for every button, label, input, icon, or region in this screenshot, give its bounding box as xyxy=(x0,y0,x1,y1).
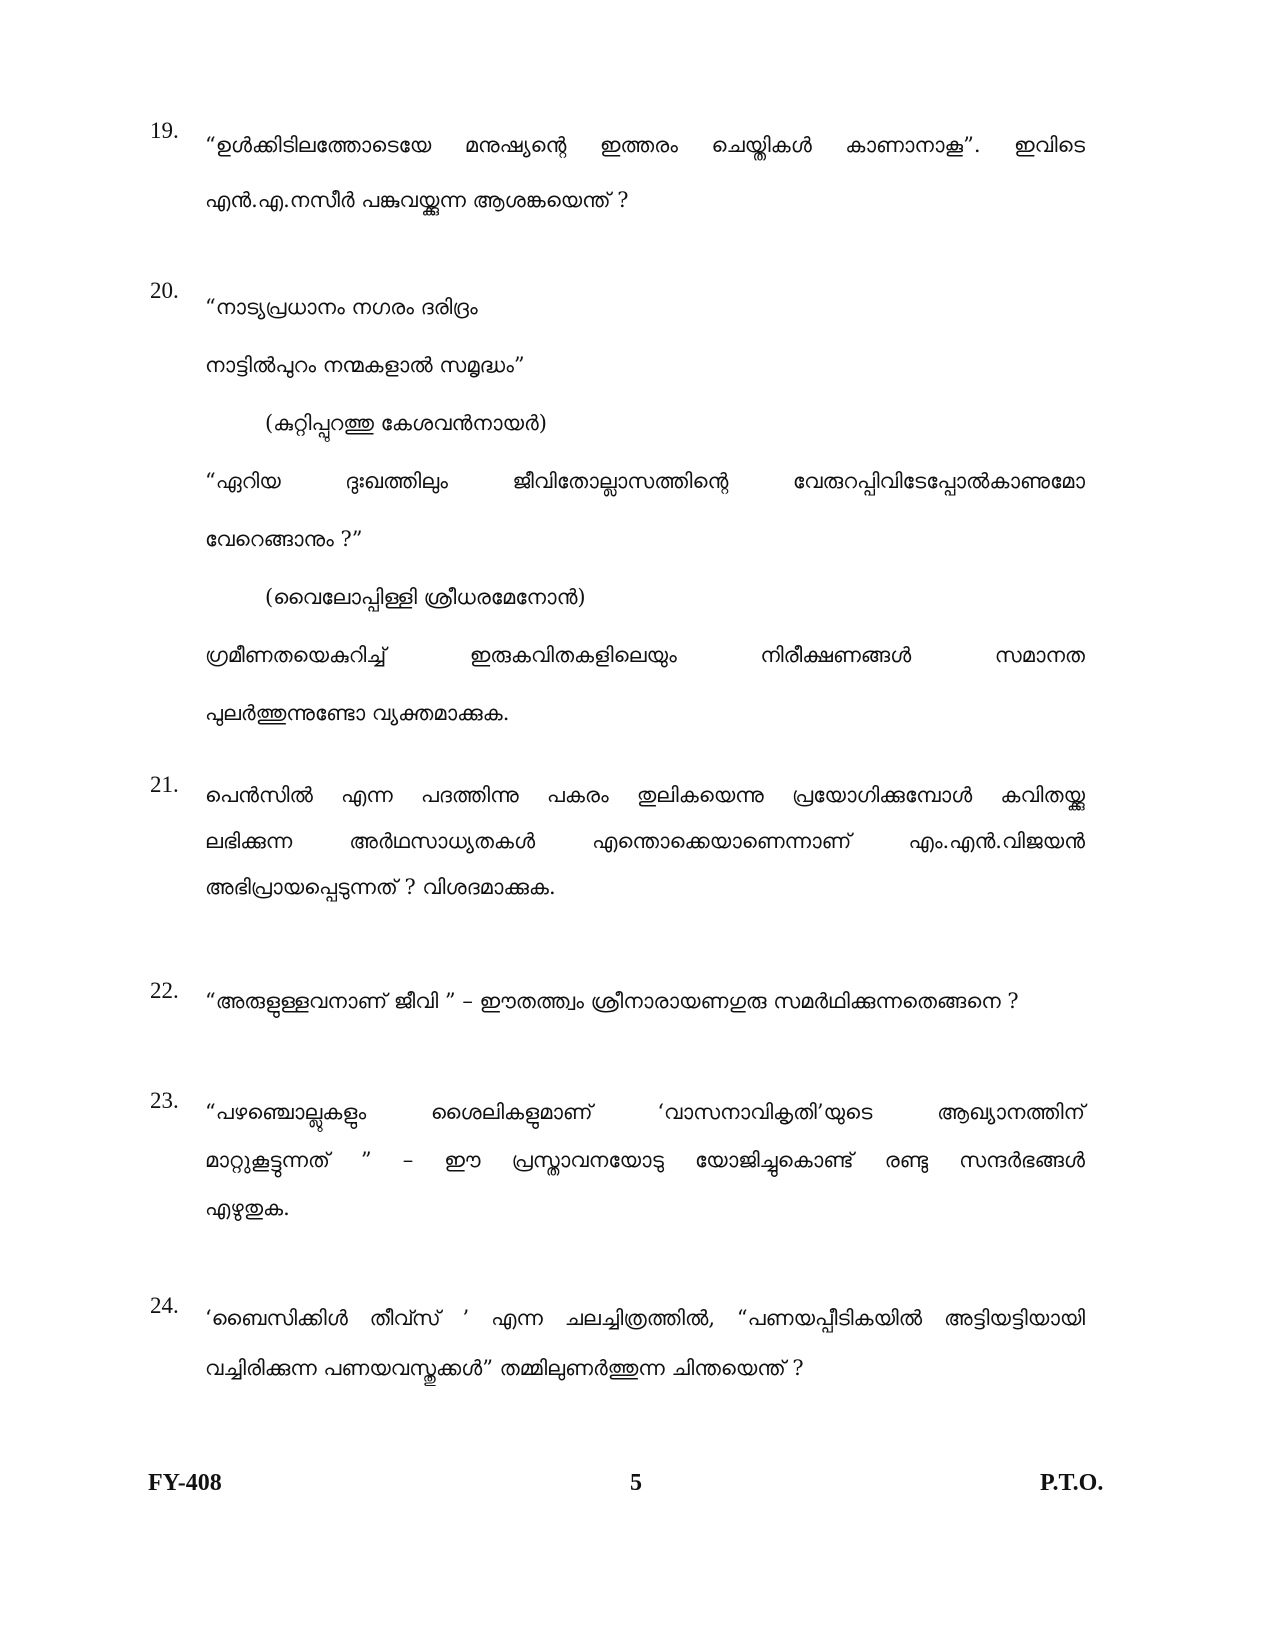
question-number: 22. xyxy=(150,978,179,1003)
text-line: ‘ബൈസിക്കിൾ തീവ്സ് ’ എന്ന ചലച്ചിത്രത്തിൽ, “പണയപ്പീടികയിൽ അട്ടിയട്ടിയായി xyxy=(205,1306,1085,1330)
question-text xyxy=(205,278,1085,742)
page-number: 5 xyxy=(630,1470,642,1496)
question-text xyxy=(205,118,1085,228)
poem-citation: (കുറ്റിപ്പുറത്തു കേശവൻനായർ) xyxy=(265,411,547,435)
question-number: 20. xyxy=(150,278,179,303)
question-text xyxy=(205,978,1085,1024)
text-line: പെൻസിൽ എന്ന പദത്തിന്നു പകരം തുലികയെന്നു പ്രയോഗിക്കുമ്പോൾ കവിതയ്ക്കു xyxy=(205,783,1085,807)
text-line: “പഴഞ്ചൊല്ലുകളും ശൈലികളുമാണ് ‘വാസനാവികൃതി’യുടെ ആഖ്യാനത്തിന് xyxy=(205,1100,1085,1124)
question-number: 24. xyxy=(150,1293,179,1318)
poem-line: “നാട്യപ്രധാനം നഗരം ദരിദ്രം xyxy=(205,295,478,319)
text-line: ഗ്രമീണതയെകുറിച്ച് ഇരുകവിതകളിലെയും നിരീക്ഷണങ്ങൾ സമാനത xyxy=(205,643,1085,667)
poem-line: നാട്ടിൽപുറം നന്മകളാൽ സമൃദ്ധം” xyxy=(205,353,525,377)
question-text xyxy=(205,1088,1085,1232)
question-text xyxy=(205,1293,1085,1393)
text-line: മാറ്റുകൂട്ടുന്നത് ” – ഈ പ്രസ്താവനയോടു യോജിച്ചുകൊണ്ട് രണ്ടു സന്ദർഭങ്ങൾ xyxy=(205,1148,1085,1172)
question-text xyxy=(205,772,1085,910)
paper-code: FY-408 xyxy=(148,1470,222,1496)
text-line: എഴുതുക. xyxy=(205,1196,290,1220)
text-line: “അരുളുള്ളവനാണ് ജീവി ” – ഈതത്ത്വം ശ്രീനാരായണഗുരു സമർഥിക്കുന്നതെങ്ങനെ ? xyxy=(205,989,1019,1013)
text-line: ലഭിക്കുന്ന അർഥസാധ്യതകൾ എന്തൊക്കെയാണെന്നാണ് എം.എൻ.വിജയൻ xyxy=(205,829,1085,853)
question-number: 21. xyxy=(150,772,179,797)
text-line: “ഉൾക്കിടിലത്തോടെയേ മനുഷ്യന്റെ ഇത്തരം ചെയ്തികൾ കാണാനാകൂ”. ഇവിടെ xyxy=(205,133,1085,157)
question-number: 19. xyxy=(150,118,179,143)
poem-line: വേറെങ്ങാനും ?” xyxy=(205,527,363,551)
question-number: 23. xyxy=(150,1088,179,1113)
poem-line: “ഏറിയ ദുഃഖത്തിലും ജീവിതോല്ലാസത്തിന്റെ വേരുറപ്പിവിടേപ്പോൽകാണുമോ xyxy=(205,469,1085,493)
poem-citation: (വൈലോപ്പിള്ളി ശ്രീധരമേനോൻ) xyxy=(265,585,586,609)
text-line: പുലർത്തുന്നുണ്ടോ വ്യക്തമാക്കുക. xyxy=(205,701,510,725)
text-line: വച്ചിരിക്കുന്ന പണയവസ്തുക്കൾ” തമ്മിലുണർത്തുന്ന ചിന്തയെന്ത് ? xyxy=(205,1356,804,1380)
text-line: അഭിപ്രായപ്പെടുന്നത് ? വിശദമാക്കുക. xyxy=(205,875,556,899)
text-line: എൻ.എ.നസീർ പങ്കുവയ്ക്കുന്ന ആശങ്കയെന്ത് ? xyxy=(205,188,629,212)
please-turn-over: P.T.O. xyxy=(1040,1470,1104,1496)
